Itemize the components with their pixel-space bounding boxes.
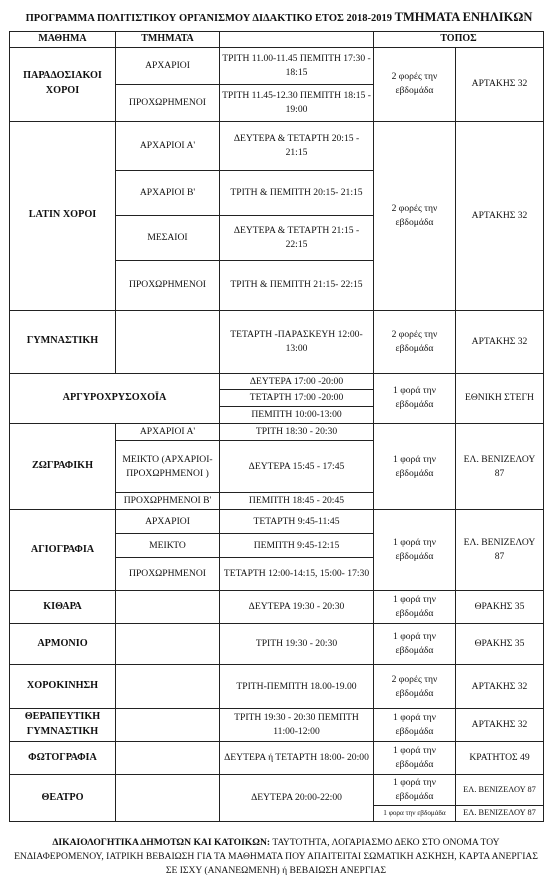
time-cell: ΤΕΤΑΡΤΗ 9:45-11:45 (220, 510, 374, 534)
frequency-cell: 1 φορά την εβδομάδα (374, 709, 456, 742)
title-accent: ΤΜΗΜΑΤΑ ΕΝΗΛΙΚΩΝ (394, 10, 533, 24)
place-cell: ΑΡΤΑΚΗΣ 32 (456, 665, 544, 709)
section-cell: ΜΕΣΑΙΟΙ (116, 215, 220, 260)
time-cell: ΤΡΙΤΗ 19:30 - 20:30 (220, 624, 374, 665)
frequency-cell: 2 φορές την εβδομάδα (374, 121, 456, 310)
place-cell: ΕΛ. ΒΕΝΙΖΕΛΟΥ 87 (456, 805, 544, 821)
section-cell-empty (116, 709, 220, 742)
section-cell-empty (116, 591, 220, 624)
frequency-cell: 2 φορές την εβδομάδα (374, 310, 456, 373)
frequency-cell: 2 φορές την εβδομάδα (374, 47, 456, 121)
subject-cell: LATIN ΧΟΡΟΙ (10, 121, 116, 310)
time-cell: ΔΕΥΤΕΡΑ 19:30 - 20:30 (220, 591, 374, 624)
place-cell: ΕΘΝΙΚΗ ΣΤΕΓΗ (456, 373, 544, 424)
section-cell: ΠΡΟΧΩΡΗΜΕΝΟΙ Β' (116, 493, 220, 510)
time-cell: ΠΕΜΠΤΗ 18:45 - 20:45 (220, 493, 374, 510)
section-cell: ΜΕΙΚΤΟ (116, 534, 220, 558)
time-cell: ΔΕΥΤΕΡΑ 20:00-22:00 (220, 775, 374, 822)
section-cell-empty (116, 624, 220, 665)
place-cell: ΕΛ. ΒΕΝΙΖΕΛΟΥ 87 (456, 775, 544, 806)
table-row (10, 424, 544, 441)
schedule-table (9, 31, 544, 822)
section-cell: ΜΕΙΚΤΟ (ΑΡΧΑΡΙΟΙ- ΠΡΟΧΩΡΗΜΕΝΟΙ ) (116, 441, 220, 493)
section-cell: ΠΡΟΧΩΡΗΜΕΝΟΙ (116, 558, 220, 591)
subject-cell: ΓΥΜΝΑΣΤΙΚΗ (10, 310, 116, 373)
subject-cell: ΠΑΡΑΔΟΣΙΑΚΟΙ ΧΟΡΟΙ (10, 47, 116, 121)
place-cell: ΑΡΤΑΚΗΣ 32 (456, 310, 544, 373)
place-cell: ΑΡΤΑΚΗΣ 32 (456, 709, 544, 742)
table-row (10, 121, 544, 170)
time-cell: ΤΕΤΑΡΤΗ 17:00 -20:00 (220, 390, 374, 407)
section-cell: ΑΡΧΑΡΙΟΙ (116, 510, 220, 534)
header-row (10, 32, 544, 48)
frequency-cell: 1 φορά την εβδομάδα (374, 373, 456, 424)
requirements-text: ΤΑΥΤΟΤΗΤΑ, ΛΟΓΑΡΙΑΣΜΟ ΔΕΚΟ ΣΤΟ ΟΝΟΜΑ ΤΟΥ ΕΝΔΙΑΦΕΡΟΜΕΝΟΥ, ΙΑΤΡΙΚΗ ΒΕΒΑΙΩΣΗ ΓΙΑ ΤΑ ΜΑΘΗΜΑΤΑ ΠΟΥ ΑΠΑΙΤΕΙΤΑΙ ΣΩΜΑΤΙΚΗ ΑΣΚΗΣΗ, ΚΑΡΤΑ ΑΝΕΡΓΙΑΣ ΣΕ ΙΣΧΥ (ΑΝΑΝΕΩΜΕΝΗ) ή ΒΕΒΑΙΩΣΗ ΑΝΕΡΓΙΑΣ (14, 837, 538, 876)
time-cell: ΔΕΥΤΕΡΑ & ΤΕΤΑΡΤΗ 21:15 - 22:15 (220, 215, 374, 260)
section-cell-empty (116, 310, 220, 373)
place-cell: ΕΛ. ΒΕΝΙΖΕΛΟΥ 87 (456, 424, 544, 510)
subject-cell: ΚΙΘΑΡΑ (10, 591, 116, 624)
time-cell: ΤΡΙΤΗ-ΠΕΜΠΤΗ 18.00-19.00 (220, 665, 374, 709)
table-row (10, 47, 544, 84)
table-row (10, 624, 544, 665)
requirements-heading: ΔΙΚΑΙΟΛΟΓΗΤΙΚΑ ΔΗΜΟΤΩΝ ΚΑΙ ΚΑΤΟΙΚΩΝ: (52, 837, 271, 848)
section-cell-empty (116, 742, 220, 775)
time-cell: ΠΕΜΠΤΗ 9:45-12:15 (220, 534, 374, 558)
header-sections: ΤΜΗΜΑΤΑ (116, 32, 220, 48)
frequency-cell: 1 φορά την εβδομάδα (374, 510, 456, 591)
page-title (0, 10, 558, 25)
frequency-cell: 1 φορά την εβδομάδα (374, 424, 456, 510)
section-cell-empty (116, 665, 220, 709)
frequency-cell: 1 φορά την εβδομάδα (374, 775, 456, 806)
section-cell: ΠΡΟΧΩΡΗΜΕΝΟΙ (116, 84, 220, 121)
subject-cell: ΖΩΓΡΑΦΙΚΗ (10, 424, 116, 510)
table-row (10, 775, 544, 806)
header-time-blank (220, 32, 374, 48)
header-subject: ΜΑΘΗΜΑ (10, 32, 116, 48)
time-cell: ΔΕΥΤΕΡΑ 15:45 - 17:45 (220, 441, 374, 493)
subject-cell: ΘΕΑΤΡΟ (10, 775, 116, 822)
header-place: ΤΟΠΟΣ (374, 32, 544, 48)
time-cell: ΤΡΙΤΗ 19:30 - 20:30 ΠΕΜΠΤΗ 11:00-12:00 (220, 709, 374, 742)
table-row (10, 709, 544, 742)
subject-cell: ΧΟΡΟΚΙΝΗΣΗ (10, 665, 116, 709)
place-cell: ΑΡΤΑΚΗΣ 32 (456, 121, 544, 310)
frequency-cell: 1 φορά την εβδομάδα (374, 591, 456, 624)
section-cell: ΑΡΧΑΡΙΟΙ Α' (116, 424, 220, 441)
subject-cell: ΑΡΜΟΝΙΟ (10, 624, 116, 665)
subject-cell: ΑΡΓΥΡΟΧΡΥΣΟΧΟΪΑ (10, 373, 220, 424)
section-cell: ΑΡΧΑΡΙΟΙ Α' (116, 121, 220, 170)
table-row (10, 742, 544, 775)
section-cell-empty (116, 775, 220, 822)
time-cell: ΔΕΥΤΕΡΑ ή ΤΕΤΑΡΤΗ 18:00- 20:00 (220, 742, 374, 775)
time-cell: ΤΕΤΑΡΤΗ -ΠΑΡΑΣΚΕΥΗ 12:00-13:00 (220, 310, 374, 373)
place-cell: ΘΡΑΚΗΣ 35 (456, 624, 544, 665)
place-cell: ΕΛ. ΒΕΝΙΖΕΛΟΥ 87 (456, 510, 544, 591)
table-row (10, 510, 544, 534)
frequency-cell: 1 φορά την εβδομάδα (374, 624, 456, 665)
time-cell: ΠΕΜΠΤΗ 10:00-13:00 (220, 407, 374, 424)
time-cell: ΤΡΙΤΗ 11.45-12.30 ΠΕΜΠΤΗ 18:15 - 19:00 (220, 84, 374, 121)
time-cell: ΔΕΥΤΕΡΑ & ΤΕΤΑΡΤΗ 20:15 - 21:15 (220, 121, 374, 170)
requirements-note (9, 836, 543, 878)
time-cell: ΤΕΤΑΡΤΗ 12:00-14:15, 15:00- 17:30 (220, 558, 374, 591)
frequency-cell: 1 φορά την εβδομάδα (374, 742, 456, 775)
section-cell: ΠΡΟΧΩΡΗΜΕΝΟΙ (116, 260, 220, 310)
subject-cell: ΘΕΡΑΠΕΥΤΙΚΗ ΓΥΜΝΑΣΤΙΚΗ (10, 709, 116, 742)
time-cell: ΔΕΥΤΕΡΑ 17:00 -20:00 (220, 373, 374, 390)
section-cell: ΑΡΧΑΡΙΟΙ (116, 47, 220, 84)
title-main: ΠΡΟΓΡΑΜΜΑ ΠΟΛΙΤΙΣΤΙΚΟΥ ΟΡΓΑΝΙΣΜΟΥ ΔΙΔΑΚΤΙΚΟ ΕΤΟΣ 2018-2019 (25, 13, 395, 24)
table-row (10, 310, 544, 373)
place-cell: ΑΡΤΑΚΗΣ 32 (456, 47, 544, 121)
table-row (10, 665, 544, 709)
table-row (10, 591, 544, 624)
subject-cell: ΑΓΙΟΓΡΑΦΙΑ (10, 510, 116, 591)
place-cell: ΚΡΑΤΗΤΟΣ 49 (456, 742, 544, 775)
subject-cell: ΦΩΤΟΓΡΑΦΙΑ (10, 742, 116, 775)
time-cell: ΤΡΙΤΗ & ΠΕΜΠΤΗ 20:15- 21:15 (220, 170, 374, 215)
frequency-cell: 2 φορές την εβδομάδα (374, 665, 456, 709)
table-row (10, 373, 544, 390)
frequency-cell: 1 φορα την εβδομάδα (374, 805, 456, 821)
time-cell: ΤΡΙΤΗ 11.00-11.45 ΠΕΜΠΤΗ 17:30 - 18:15 (220, 47, 374, 84)
time-cell: ΤΡΙΤΗ 18:30 - 20:30 (220, 424, 374, 441)
time-cell: ΤΡΙΤΗ & ΠΕΜΠΤΗ 21:15- 22:15 (220, 260, 374, 310)
section-cell: ΑΡΧΑΡΙΟΙ Β' (116, 170, 220, 215)
place-cell: ΘΡΑΚΗΣ 35 (456, 591, 544, 624)
